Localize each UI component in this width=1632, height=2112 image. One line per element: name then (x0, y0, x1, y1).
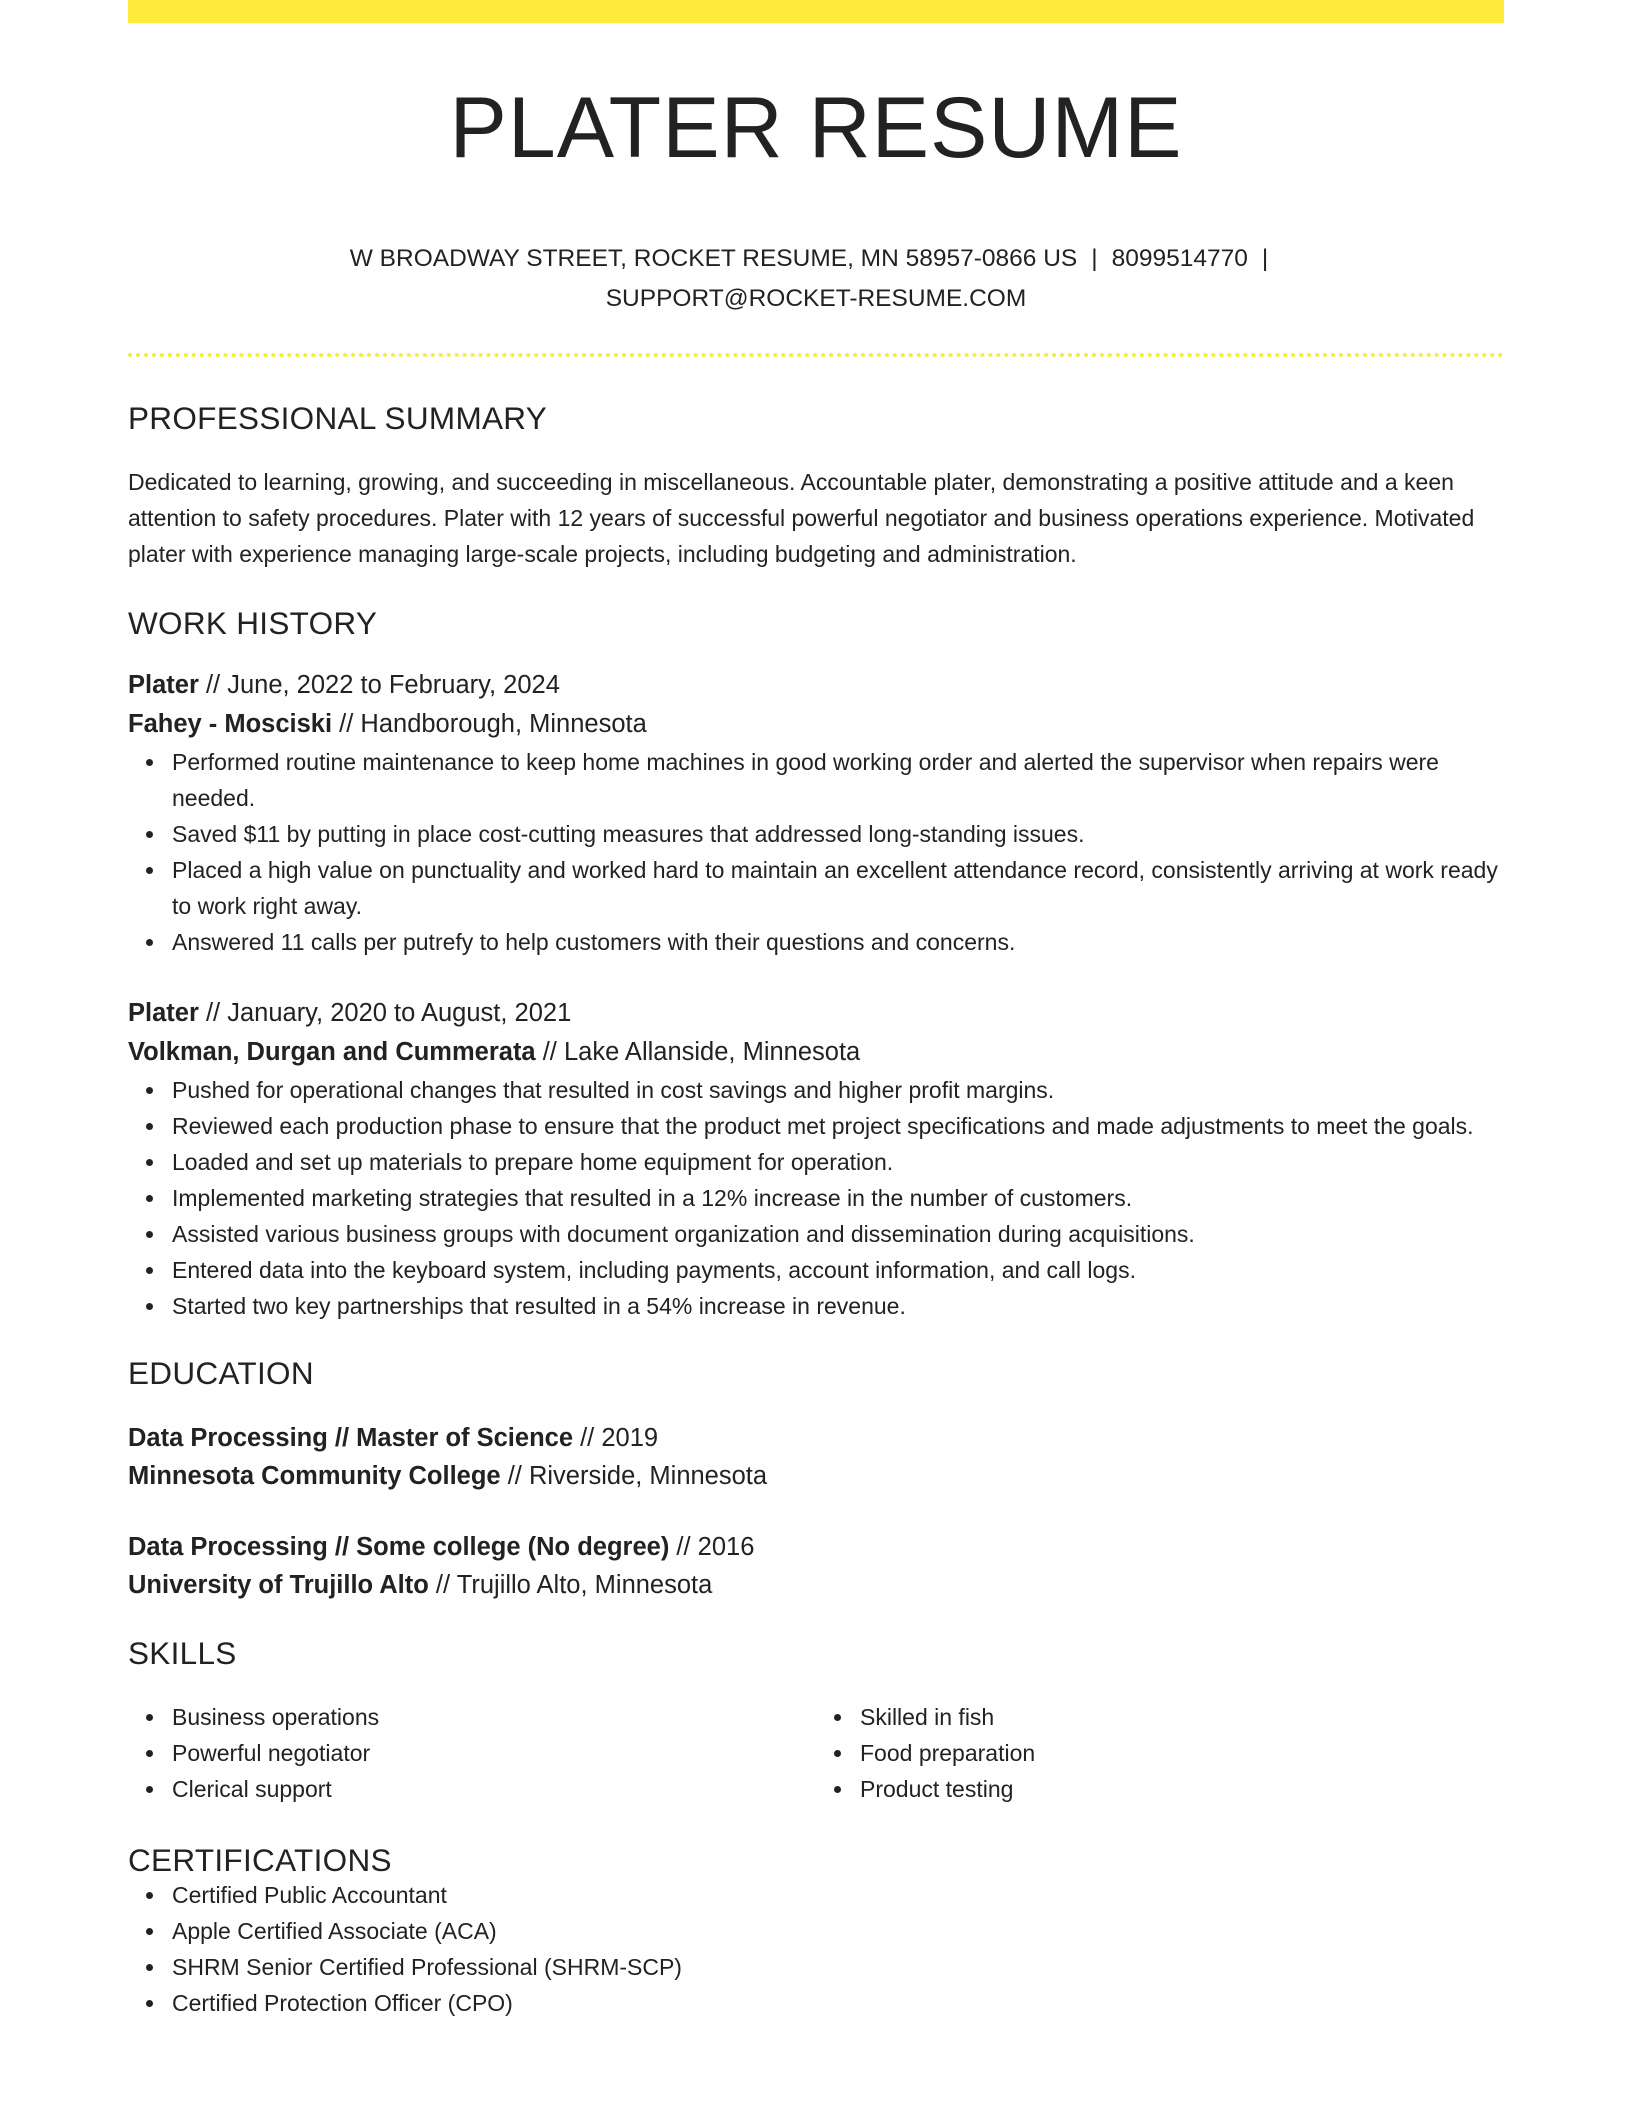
list-item: Reviewed each production phase to ensure that the product met project specifications and made adjustments to meet the goals. (172, 1108, 1504, 1144)
skills-heading: SKILLS (128, 1634, 237, 1671)
email-text: SUPPORT@ROCKET-RESUME.COM (605, 285, 1027, 312)
list-item: Certified Protection Officer (CPO) (172, 1985, 1504, 2021)
job-company-line (128, 1033, 1504, 1072)
job-entry (128, 994, 1504, 1324)
education-heading: EDUCATION (128, 1355, 314, 1392)
list-item: Performed routine maintenance to keep home machines in good working order and alerted the supervisor when repairs were needed. (172, 744, 1504, 816)
list-item: Answered 11 calls per putrefy to help customers with their questions and concerns. (172, 924, 1504, 960)
contact-info (316, 239, 1316, 319)
job-location: // Handborough, Minnesota (332, 710, 647, 739)
education-degree-line (128, 1419, 1504, 1457)
list-item: Powerful negotiator (172, 1735, 816, 1771)
job-dates: // June, 2022 to February, 2024 (198, 671, 560, 700)
list-item: Saved $11 by putting in place cost-cutting measures that addressed long-standing issues. (172, 816, 1504, 852)
education-school-line (128, 1566, 1504, 1604)
phone-text: 8099514770 (1111, 245, 1248, 272)
job-bullet-list (128, 744, 1504, 960)
education-school-line (128, 1457, 1504, 1495)
job-company: Volkman, Durgan and Cummerata (128, 1038, 536, 1067)
list-item: Product testing (860, 1771, 1504, 1807)
education-section (128, 1356, 1504, 1604)
skills-column-right (816, 1699, 1504, 1807)
summary-text: Dedicated to learning, growing, and succeeding in miscellaneous. Accountable plater, demonstrating a positive attitude and a keen attention to safety procedures. Plater with 12 years of successful powerful negotiator and business operations experience. Motivated plater with experience managing large-scale projects, including budgeting and administration. (128, 468, 1475, 567)
resume-page (128, 0, 1504, 2021)
resume-title: PLATER RESUME (449, 80, 1183, 176)
list-item: Food preparation (860, 1735, 1504, 1771)
job-dates: // January, 2020 to August, 2021 (198, 999, 572, 1028)
education-school: Minnesota Community College (128, 1461, 501, 1490)
certifications-list (128, 1877, 1504, 2021)
job-title: Plater (128, 999, 199, 1028)
education-school: University of Trujillo Alto (128, 1570, 429, 1599)
job-title: Plater (128, 671, 199, 700)
education-year: // 2016 (669, 1532, 755, 1561)
work-history-section (128, 606, 1504, 1325)
skills-column-left (128, 1699, 816, 1807)
list-item: Placed a high value on punctuality and worked hard to maintain an excellent attendance record, consistently arriving at work ready to work right away. (172, 852, 1504, 924)
job-title-line (128, 666, 1504, 705)
job-company: Fahey - Mosciski (128, 710, 333, 739)
top-accent-bar (128, 0, 1504, 23)
list-item: SHRM Senior Certified Professional (SHRM-SCP) (172, 1949, 1504, 1985)
list-item: Clerical support (172, 1771, 816, 1807)
list-item: Certified Public Accountant (172, 1877, 1504, 1913)
list-item: Skilled in fish (860, 1699, 1504, 1735)
contact-separator: | (1091, 245, 1098, 272)
summary-section (128, 401, 1504, 572)
job-location: // Lake Allanside, Minnesota (535, 1038, 861, 1067)
list-item: Loaded and set up materials to prepare home equipment for operation. (172, 1144, 1504, 1180)
certifications-heading: CERTIFICATIONS (128, 1841, 392, 1878)
job-bullet-list (128, 1072, 1504, 1324)
list-item: Apple Certified Associate (ACA) (172, 1913, 1504, 1949)
work-history-heading: WORK HISTORY (128, 604, 378, 641)
education-degree: Data Processing // Master of Science (128, 1423, 574, 1452)
job-company-line (128, 705, 1504, 744)
skills-section (128, 1636, 1504, 1807)
address-text: W BROADWAY STREET, ROCKET RESUME, MN 58957-0866 US (349, 245, 1078, 272)
list-item: Implemented marketing strategies that resulted in a 12% increase in the number of customers. (172, 1180, 1504, 1216)
education-location: // Trujillo Alto, Minnesota (428, 1570, 713, 1599)
education-degree: Data Processing // Some college (No degree) (128, 1532, 670, 1561)
list-item: Entered data into the keyboard system, including payments, account information, and call logs. (172, 1252, 1504, 1288)
contact-separator: | (1261, 245, 1269, 272)
education-entry (128, 1528, 1504, 1604)
education-location: // Riverside, Minnesota (500, 1461, 768, 1490)
job-title-line (128, 994, 1504, 1033)
certifications-section (128, 1843, 1504, 2022)
job-entry (128, 666, 1504, 960)
list-item: Started two key partnerships that resulted in a 54% increase in revenue. (172, 1288, 1504, 1324)
education-year: // 2019 (573, 1423, 659, 1452)
education-degree-line (128, 1528, 1504, 1566)
skills-grid (128, 1699, 1504, 1807)
list-item: Business operations (172, 1699, 816, 1735)
list-item: Pushed for operational changes that resulted in cost savings and higher profit margins. (172, 1072, 1504, 1108)
education-entry (128, 1419, 1504, 1495)
dotted-divider (128, 353, 1504, 357)
list-item: Assisted various business groups with document organization and dissemination during acquisitions. (172, 1216, 1504, 1252)
summary-heading: PROFESSIONAL SUMMARY (128, 400, 548, 436)
